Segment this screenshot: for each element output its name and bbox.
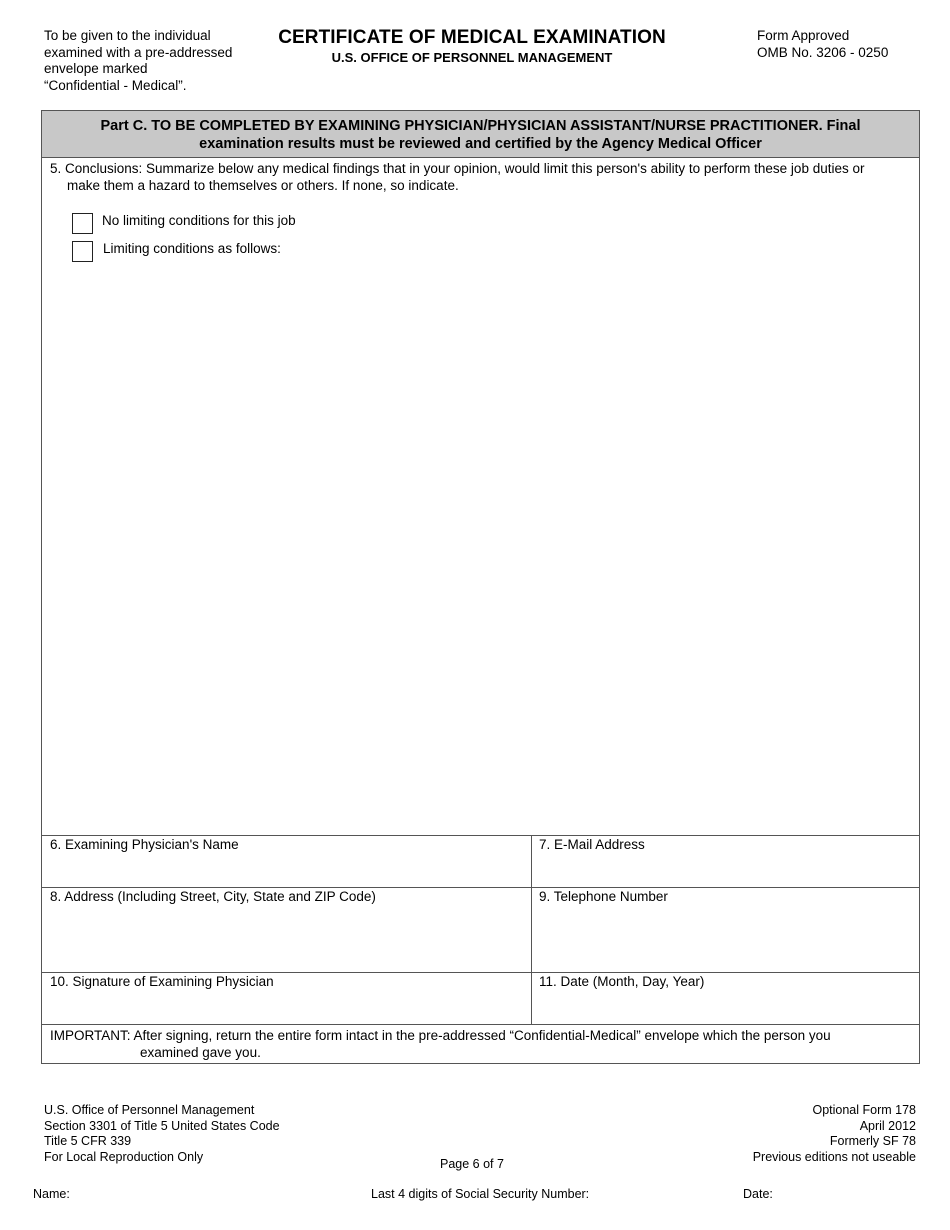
ssn-label: Last 4 digits of Social Security Number: xyxy=(371,1187,590,1201)
no-limiting-conditions-label: No limiting conditions for this job xyxy=(102,213,296,228)
omb-number: OMB No. 3206 - 0250 xyxy=(757,44,889,60)
part-c-header-line: examination results must be reviewed and certified by the Agency Medical Officer xyxy=(199,136,762,152)
instructions-line: examined with a pre-addressed xyxy=(44,44,233,60)
ssn-input[interactable] xyxy=(593,1184,727,1206)
page-number: Page 6 of 7 xyxy=(440,1157,504,1171)
approval-line: Form Approved xyxy=(757,28,850,43)
important-notice: IMPORTANT: After signing, return the entire form intact in the pre-addressed “Confidential-Medical” envelope which the person you examined gave you. xyxy=(50,1028,831,1060)
signature-input[interactable] xyxy=(50,994,524,1020)
telephone-input[interactable] xyxy=(539,909,913,935)
footer-form-info xyxy=(753,1103,916,1165)
footer-line: For Local Reproduction Only xyxy=(44,1149,204,1164)
footer-line: Section 3301 of Title 5 United States Code xyxy=(44,1118,280,1133)
date-input[interactable] xyxy=(780,1184,914,1206)
form-title: CERTIFICATE OF MEDICAL EXAMINATION xyxy=(278,27,666,48)
divider xyxy=(42,1024,919,1025)
part-c-header-line: Part C. TO BE COMPLETED BY EXAMINING PHYSICIAN/PHYSICIAN ASSISTANT/NURSE PRACTITIONER. Final xyxy=(100,118,861,134)
physician-name-input[interactable] xyxy=(50,857,524,883)
divider xyxy=(42,972,919,973)
column-divider xyxy=(531,835,532,1024)
exam-date-input[interactable] xyxy=(539,994,913,1020)
form-heading xyxy=(262,27,682,66)
address-input[interactable] xyxy=(50,909,524,971)
limiting-conditions-label: Limiting conditions as follows: xyxy=(103,241,281,256)
telephone-label: 9. Telephone Number xyxy=(539,889,668,904)
divider xyxy=(42,835,919,836)
form-edition: April 2012 xyxy=(859,1118,916,1133)
part-c-header xyxy=(42,111,919,158)
part-c-form xyxy=(41,110,920,1064)
distribution-instructions xyxy=(44,28,259,94)
limiting-conditions-option[interactable] xyxy=(72,241,281,265)
form-approval xyxy=(757,28,888,61)
email-label: 7. E-Mail Address xyxy=(539,837,645,852)
form-number: Optional Form 178 xyxy=(812,1103,916,1117)
instructions-line: envelope marked xyxy=(44,61,148,76)
former-form: Formerly SF 78 xyxy=(829,1134,916,1149)
footer-line: U.S. Office of Personnel Management xyxy=(44,1103,255,1117)
editions-note: Previous editions not useable xyxy=(752,1149,916,1164)
limiting-conditions-checkbox[interactable] xyxy=(72,241,93,262)
email-input[interactable] xyxy=(539,857,913,883)
name-input[interactable] xyxy=(75,1184,359,1206)
physician-name-label: 6. Examining Physician's Name xyxy=(50,837,239,852)
instructions-line: “Confidential - Medical”. xyxy=(44,77,187,93)
date-label: Date: xyxy=(743,1187,773,1201)
address-label: 8. Address (Including Street, City, State and ZIP Code) xyxy=(50,889,376,904)
instructions-line: To be given to the individual xyxy=(44,28,211,43)
exam-date-label: 11. Date (Month, Day, Year) xyxy=(539,974,705,989)
no-limiting-conditions-option[interactable] xyxy=(72,213,296,237)
no-limiting-conditions-checkbox[interactable] xyxy=(72,213,93,234)
footer-authority xyxy=(44,1103,280,1165)
name-label: Name: xyxy=(33,1187,70,1201)
conclusions-instructions: 5. Conclusions: Summarize below any medical findings that in your opinion, would limit this person's ability to perform these job duties or make them a hazard to themselves or others. If none, so indicate. xyxy=(50,161,865,193)
footer-line: Title 5 CFR 339 xyxy=(44,1134,132,1149)
limiting-conditions-textarea[interactable] xyxy=(72,271,891,830)
signature-label: 10. Signature of Examining Physician xyxy=(50,974,274,989)
divider xyxy=(42,887,919,888)
form-agency: U.S. OFFICE OF PERSONNEL MANAGEMENT xyxy=(331,50,613,65)
